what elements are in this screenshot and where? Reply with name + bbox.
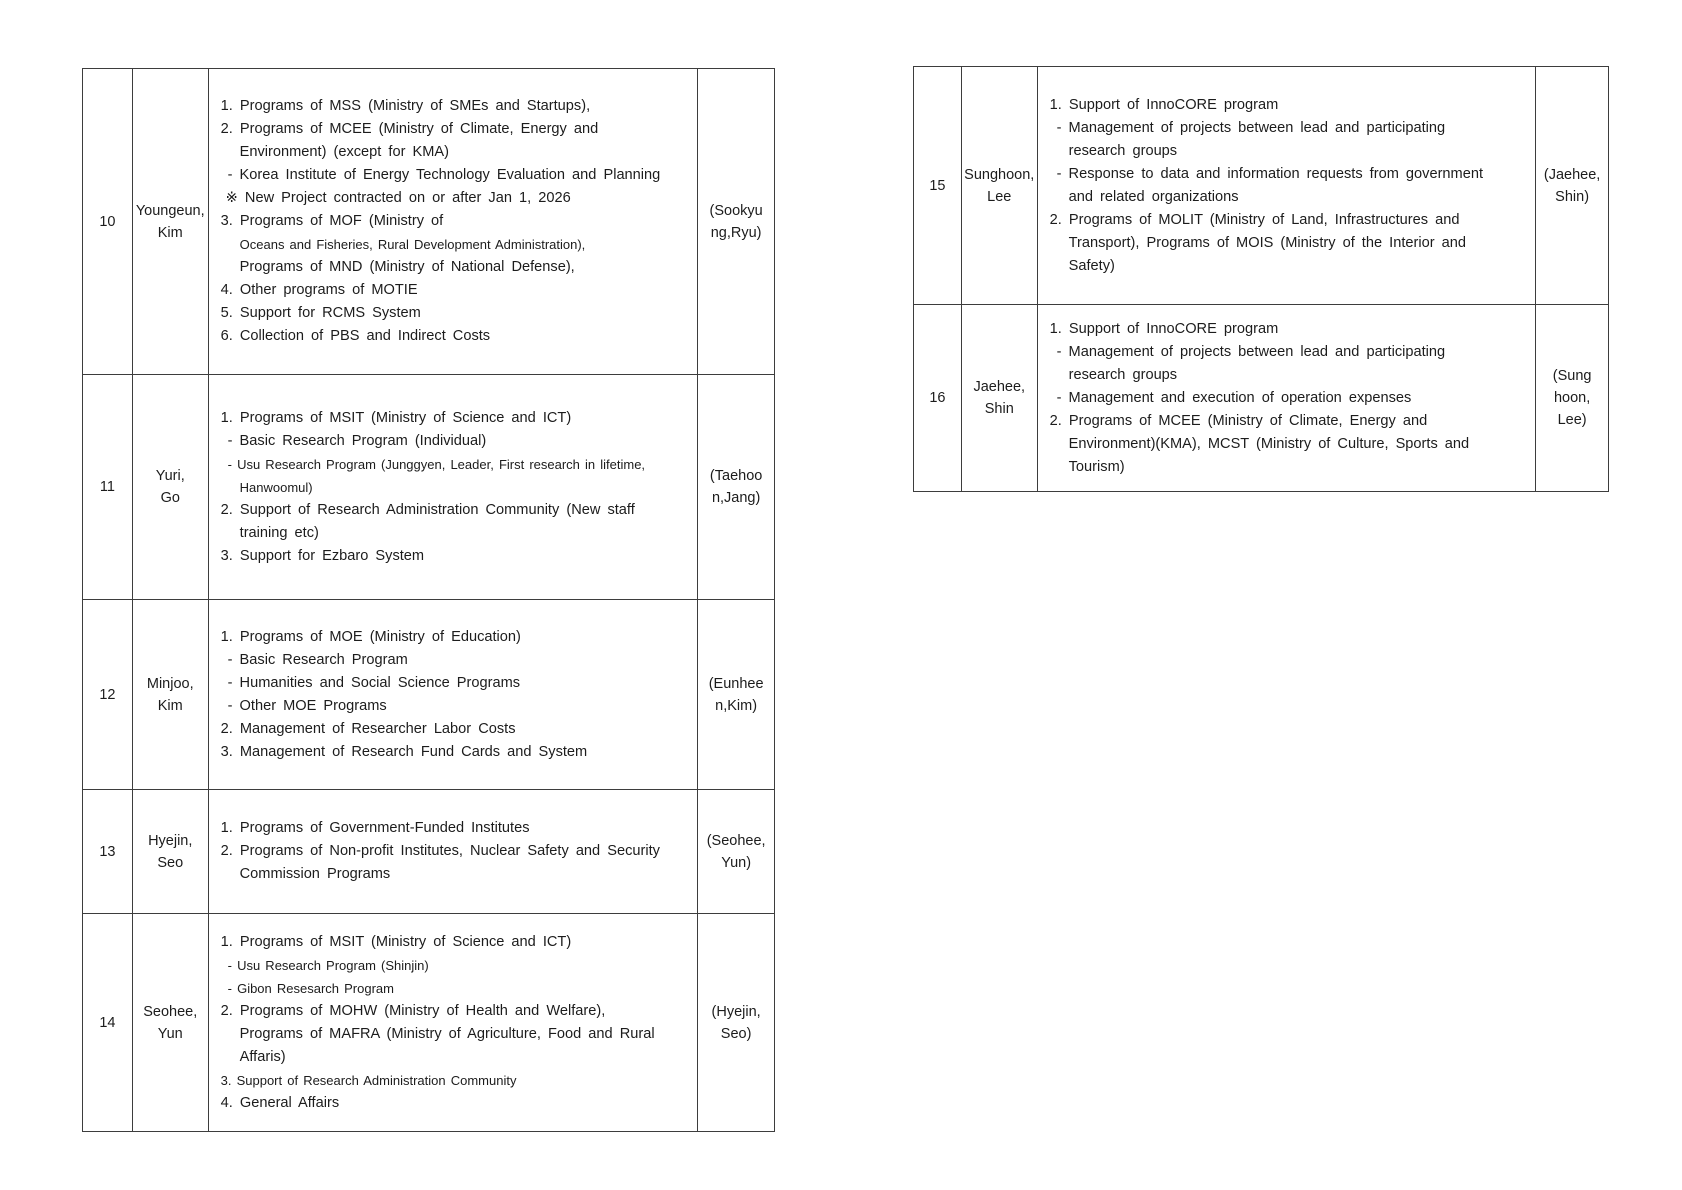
backup-name-line: ng,Ryu): [710, 224, 762, 241]
duties-cell: [208, 375, 698, 599]
staff-name-line: Hyejin,: [148, 832, 193, 849]
backup-name-line: (Sookyu: [709, 202, 763, 219]
staff-name-line: Kim: [157, 224, 183, 241]
row-number: 10: [99, 213, 116, 230]
duty-line: - Basic Research Program: [227, 651, 408, 668]
duty-line: 3. Programs of MOF (Ministry of: [220, 213, 444, 229]
staff-name-line: Go: [160, 490, 180, 506]
backup-name-line: Yun): [721, 854, 752, 871]
duty-line: 2. Programs of Non-profit Institutes, Nuclear Safety and Security: [220, 843, 660, 859]
row-number-cell: [83, 375, 132, 599]
duty-line: 5. Support for RCMS System: [220, 305, 421, 321]
duty-line: Environment)(KMA), MCST (Ministry of Culture, Sports and: [1068, 435, 1470, 452]
backup-name-cell: [697, 69, 774, 374]
duty-line: Tourism): [1068, 458, 1125, 475]
row-number-cell: [914, 67, 961, 304]
table-row: [83, 599, 774, 789]
duties-cell: [208, 69, 698, 374]
duty-line: - Humanities and Social Science Programs: [227, 674, 521, 691]
staff-name-line: Sunghoon,: [964, 166, 1035, 183]
duty-line: - Management of projects between lead and participating: [1056, 343, 1446, 360]
duty-line: Programs of MND (Ministry of National Defense),: [239, 259, 575, 275]
duty-line: Transport), Programs of MOIS (Ministry of the Interior and: [1068, 234, 1466, 251]
duty-line: 2. Support of Research Administration Community (New staff: [220, 501, 635, 518]
backup-name-line: Lee): [1557, 412, 1587, 428]
table-row: [83, 913, 774, 1131]
row-number-cell: [914, 305, 961, 491]
duties-cell: [208, 790, 698, 913]
staff-name-line: Lee: [987, 188, 1012, 205]
duty-line: - Response to data and information requests from government: [1056, 165, 1483, 182]
duty-line: 4. General Affairs: [220, 1094, 340, 1111]
backup-name-cell: [697, 375, 774, 599]
row-number-cell: [83, 69, 132, 374]
duty-line: 6. Collection of PBS and Indirect Costs: [220, 328, 491, 344]
staff-duty-table-left: [82, 68, 775, 1132]
duty-line: 1. Support of InnoCORE program: [1049, 320, 1279, 337]
duty-line: 2. Management of Researcher Labor Costs: [220, 720, 516, 737]
duty-line: and related organizations: [1068, 188, 1239, 205]
staff-name-line: Seohee,: [143, 1003, 198, 1020]
duties-cell: [1037, 305, 1536, 491]
duties-cell: [208, 914, 698, 1131]
backup-name-line: (Seohee,: [706, 832, 766, 849]
staff-name-line: Shin: [984, 401, 1014, 417]
table-row: [83, 69, 774, 374]
duties-cell: [1037, 67, 1536, 304]
staff-name-cell: [132, 600, 208, 789]
staff-name-line: Seo: [157, 854, 184, 871]
row-number: 14: [99, 1014, 116, 1031]
duty-line: ※ New Project contracted on or after Jan 1, 2026: [225, 190, 571, 206]
duties-cell: [208, 600, 698, 789]
staff-name-cell: [961, 305, 1037, 491]
staff-name-cell: [132, 69, 208, 374]
staff-name-line: Youngeun,: [135, 202, 205, 219]
row-number: 13: [99, 843, 116, 860]
backup-name-cell: [697, 790, 774, 913]
backup-name-line: (Sung: [1552, 368, 1592, 384]
backup-name-line: (Jaehee,: [1543, 166, 1601, 183]
staff-name-cell: [132, 914, 208, 1131]
table-row: [83, 789, 774, 913]
staff-name-cell: [132, 375, 208, 599]
duty-line: Programs of MAFRA (Ministry of Agriculture, Food and Rural: [239, 1025, 655, 1042]
duty-line: - Gibon Resesarch Program: [227, 980, 394, 996]
duty-line: 1. Programs of MOE (Ministry of Education): [220, 628, 521, 645]
duty-line: 4. Other programs of MOTIE: [220, 282, 418, 298]
backup-name-line: (Eunhee: [708, 675, 764, 692]
backup-name-cell: [697, 914, 774, 1131]
duty-line: 1. Support of InnoCORE program: [1049, 96, 1279, 113]
row-number: 11: [99, 479, 115, 495]
duty-line: - Korea Institute of Energy Technology Evaluation and Planning: [227, 167, 661, 183]
table-row: [914, 67, 1608, 304]
row-number-cell: [83, 914, 132, 1131]
duty-line: 1. Programs of Government-Funded Institutes: [220, 820, 530, 836]
duty-line: 3. Management of Research Fund Cards and System: [220, 743, 588, 760]
backup-name-line: n,Jang): [711, 490, 761, 506]
duty-line: 3. Support of Research Administration Community: [220, 1072, 517, 1088]
backup-name-line: (Hyejin,: [711, 1003, 761, 1020]
backup-name-line: n,Kim): [715, 697, 758, 714]
table-row: [914, 304, 1608, 491]
staff-name-line: Jaehee,: [973, 379, 1026, 395]
staff-name-line: Kim: [157, 697, 183, 714]
staff-name-line: Minjoo,: [146, 675, 194, 692]
duty-line: Environment) (except for KMA): [239, 144, 449, 160]
backup-name-line: hoon,: [1553, 390, 1591, 406]
duty-line: research groups: [1068, 142, 1178, 159]
duty-line: - Management of projects between lead and participating: [1056, 119, 1446, 136]
row-number: 12: [99, 686, 116, 703]
duty-line: 1. Programs of MSIT (Ministry of Science and ICT): [220, 933, 572, 950]
staff-name-line: Yuri,: [155, 468, 185, 484]
duty-line: training etc): [239, 524, 319, 541]
duty-line: 2. Programs of MOLIT (Ministry of Land, Infrastructures and: [1049, 211, 1460, 228]
staff-name-cell: [961, 67, 1037, 304]
backup-name-line: Seo): [720, 1025, 752, 1042]
backup-name-line: Shin): [1555, 188, 1590, 205]
row-number: 16: [929, 390, 946, 406]
duty-line: - Usu Research Program (Junggyen, Leader, First research in lifetime,: [227, 456, 646, 472]
duty-line: 1. Programs of MSS (Ministry of SMEs and Startups),: [220, 98, 591, 114]
duty-line: Affaris): [239, 1048, 286, 1065]
duty-line: 2. Programs of MOHW (Ministry of Health and Welfare),: [220, 1002, 606, 1019]
row-number-cell: [83, 790, 132, 913]
duty-line: 2. Programs of MCEE (Ministry of Climate, Energy and: [220, 121, 599, 137]
staff-duty-table-right: [913, 66, 1609, 492]
row-number-cell: [83, 600, 132, 789]
row-number: 15: [929, 177, 946, 194]
duty-line: Commission Programs: [239, 866, 391, 882]
duty-line: - Basic Research Program (Individual): [227, 432, 487, 449]
backup-name-cell: [1535, 67, 1608, 304]
backup-name-cell: [697, 600, 774, 789]
duty-line: Oceans and Fisheries, Rural Development Administration),: [239, 237, 586, 252]
staff-name-cell: [132, 790, 208, 913]
duty-line: - Management and execution of operation expenses: [1056, 389, 1412, 406]
duty-line: 2. Programs of MCEE (Ministry of Climate, Energy and: [1049, 412, 1428, 429]
duty-line: - Usu Research Program (Shinjin): [227, 957, 429, 973]
duty-line: Safety): [1068, 257, 1115, 274]
backup-name-cell: [1535, 305, 1608, 491]
staff-name-line: Yun: [157, 1025, 183, 1042]
duty-line: - Other MOE Programs: [227, 697, 387, 714]
table-row: [83, 374, 774, 599]
duty-line: 3. Support for Ezbaro System: [220, 547, 425, 564]
backup-name-line: (Taehoo: [709, 468, 763, 484]
duty-line: Hanwoomul): [239, 479, 313, 495]
duty-line: 1. Programs of MSIT (Ministry of Science and ICT): [220, 409, 572, 426]
duty-line: research groups: [1068, 366, 1178, 383]
